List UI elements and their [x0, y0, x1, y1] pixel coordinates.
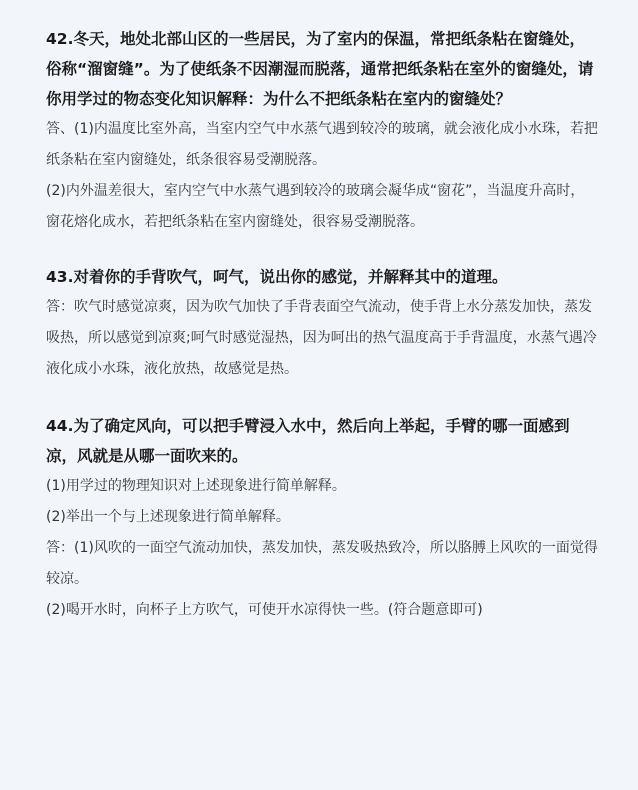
question-43-title: 43.对着你的手背吹气，呵气，说出你的感觉，并解释其中的道理。 [46, 268, 508, 286]
question-42-answer-2: (2)内外温差很大，室内空气中水蒸气遇到较冷的玻璃会凝华成“窗花”，当温度升高时，窗花熔化成水，若把纸条粘在室内窗缝处，很容易受潮脱落。 [46, 183, 585, 230]
question-42 [46, 24, 598, 238]
question-44-answer-1: 答：(1)风吹的一面空气流动加快，蒸发加快，蒸发吸热致冷，所以胳膊上风吹的一面觉得较凉。 [46, 540, 598, 587]
spacer [46, 385, 598, 411]
question-42-answer-1: 答、(1)内温度比室外高，当室内空气中水蒸气遇到较冷的玻璃，就会液化成小水珠，若把纸条粘在室内窗缝处，纸条很容易受潮脱落。 [46, 121, 598, 168]
question-44 [46, 411, 598, 626]
question-44-subquestion-2: (2)举出一个与上述现象进行简单解释。 [46, 509, 290, 525]
question-44-title: 44.为了确定风向，可以把手臂浸入水中，然后向上举起，手臂的哪一面感到凉，风就是从哪一面吹来的。 [46, 417, 570, 465]
question-44-answer-2: (2)喝开水时，向杯子上方吹气，可使开水凉得快一些。(符合题意即可) [46, 602, 483, 618]
question-44-subquestion-1: (1)用学过的物理知识对上述现象进行简单解释。 [46, 478, 346, 494]
spacer [46, 238, 598, 262]
question-43 [46, 262, 598, 385]
question-42-title: 42.冬天，地处北部山区的一些居民，为了室内的保温，常把纸条粘在窗缝处，俗称“溜窗缝”。为了使纸条不因潮湿而脱落，通常把纸条粘在室外的窗缝处，请你用学过的物态变化知识解释：为什么不把纸条粘在室内的窗缝处？ [46, 30, 594, 108]
question-43-answer: 答：吹气时感觉凉爽，因为吹气加快了手背表面空气流动，使手背上水分蒸发加快，蒸发吸热，所以感觉到凉爽;呵气时感觉湿热，因为呵出的热气温度高于手背温度，水蒸气遇冷液化成小水珠，液化放热，故感觉是热。 [46, 299, 597, 377]
